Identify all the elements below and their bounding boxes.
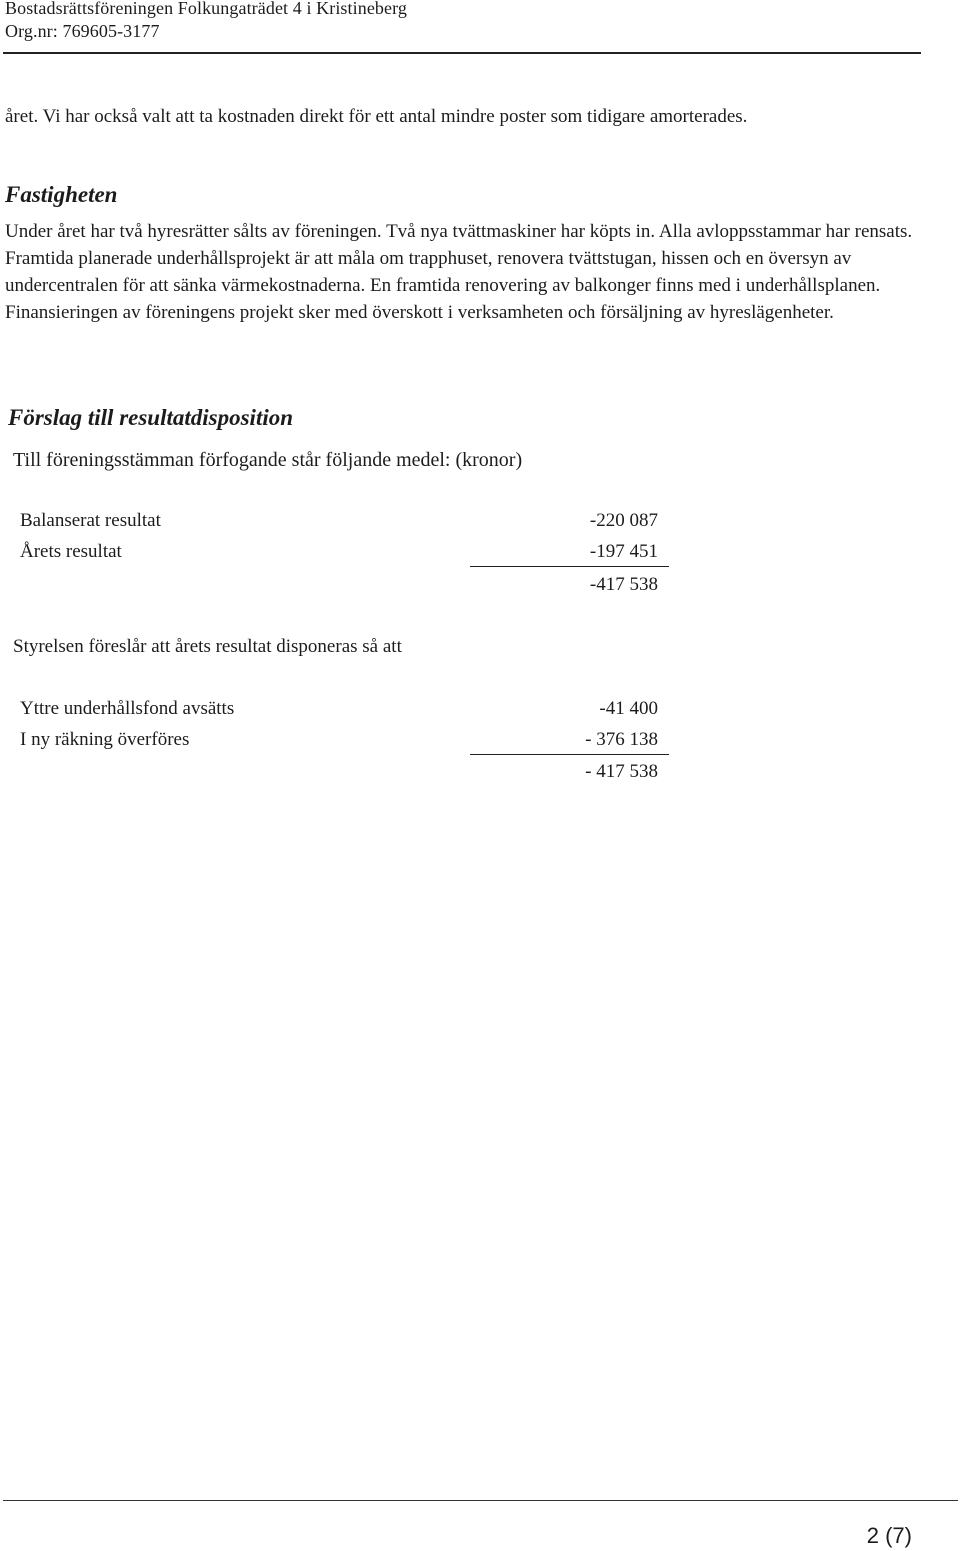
footer-divider xyxy=(3,1500,958,1501)
allocation-total: - 417 538 xyxy=(585,761,658,782)
funds-total: -417 538 xyxy=(589,574,658,595)
funds-row-amount: -197 451 xyxy=(589,541,658,562)
funds-row-amount: -220 087 xyxy=(589,510,658,531)
property-heading: Fastigheten xyxy=(5,182,118,207)
funds-row-label: Årets resultat xyxy=(20,541,122,562)
proposal-text: Styrelsen föreslår att årets resultat disponeras så att xyxy=(13,636,402,657)
funds-row-label: Balanserat resultat xyxy=(20,510,161,531)
allocation-row-label: I ny räkning överföres xyxy=(20,729,190,750)
property-text: Under året har två hyresrätter sålts av föreningen. Två nya tvättmaskiner har köpts in. Alla avloppsstammar har rensats. Framtida planerade underhållsprojekt är att måla om trapphuset, renovera tvättstugan, hissen och en översyn av undercentralen för att sänka värmekostnaderna. En framtida renovering av balkonger finns med i underhållsplanen. Finansieringen av föreningens projekt sker med överskott i verksamheten och försäljning av hyreslägenheter. xyxy=(5,221,913,323)
page-number: 2 (7) xyxy=(866,1523,912,1548)
allocation-sum-line xyxy=(470,754,669,755)
org-number: Org.nr: 769605-3177 xyxy=(5,21,160,41)
allocation-row-amount: - 376 138 xyxy=(585,729,658,750)
intro-paragraph xyxy=(5,103,920,130)
disposition-heading: Förslag till resultatdisposition xyxy=(8,405,294,430)
allocation-row-label: Yttre underhållsfond avsätts xyxy=(20,698,235,719)
header-divider xyxy=(3,52,921,54)
org-name: Bostadsrättsföreningen Folkungaträdet 4 i Kristineberg xyxy=(5,0,407,18)
disposition-intro: Till föreningsstämman förfogande står följande medel: (kronor) xyxy=(13,449,523,471)
allocation-row-amount: -41 400 xyxy=(599,698,658,719)
property-paragraph xyxy=(5,218,920,326)
intro-text: året. Vi har också valt att ta kostnaden direkt för ett antal mindre poster som tidigare amorterades. xyxy=(5,106,748,127)
funds-sum-line xyxy=(470,566,669,567)
